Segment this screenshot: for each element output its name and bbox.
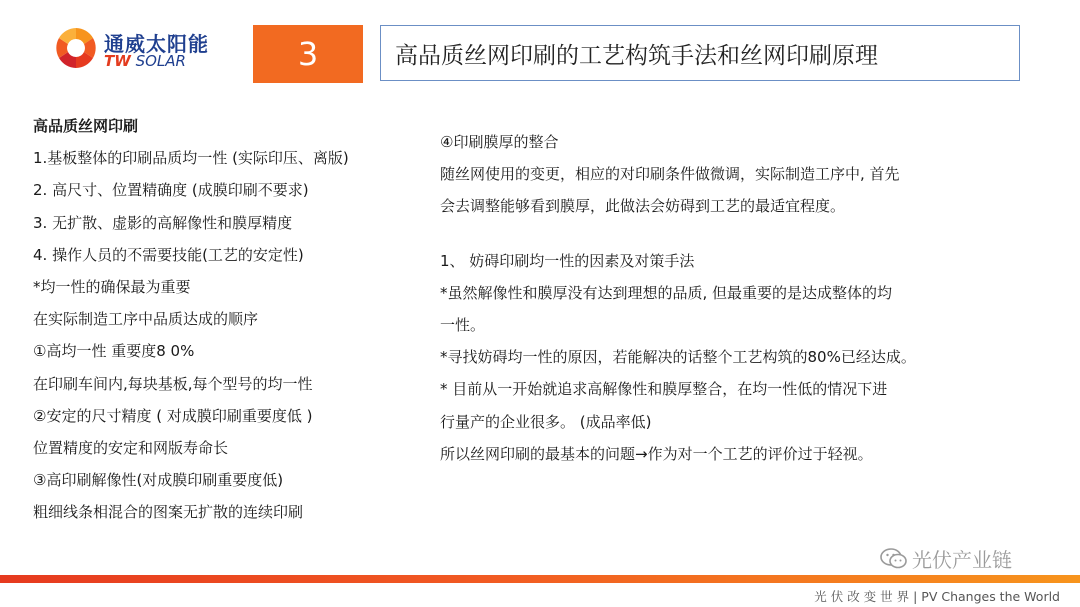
text-line: 行量产的企业很多。 (成品率低) <box>440 412 652 431</box>
text-line: *寻找妨碍均一性的原因，若能解决的话整个工艺构筑的80%已经达成。 <box>440 348 916 367</box>
company-logo <box>52 24 222 74</box>
logo-brand-tw: TW <box>104 52 131 70</box>
text-line: 会去调整能够看到膜厚，此做法会妨碍到工艺的最适宜程度。 <box>440 197 846 216</box>
text-line: ③高印刷解像性(对成膜印刷重要度低) <box>33 471 284 490</box>
wechat-watermark <box>880 544 1012 573</box>
text-line: 4. 操作人员的不需要技能(工艺的安定性) <box>33 245 304 264</box>
sun-logo-icon <box>52 24 100 72</box>
text-line: 2. 高尺寸、位置精确度 (成膜印刷不要求) <box>33 181 309 200</box>
text-line: 粗细线条相混合的图案无扩散的连续印刷 <box>33 503 304 522</box>
right-column <box>440 126 916 470</box>
text-line: 所以丝网印刷的最基本的问题→作为对一个工艺的评价过于轻视。 <box>440 444 873 463</box>
text-line: *均一性的确保最为重要 <box>33 278 191 297</box>
text-line: * 目前从一开始就追求高解像性和膜厚整合，在均一性低的情况下进 <box>440 380 888 399</box>
section-number-badge: 3 <box>253 25 363 83</box>
paragraph-gap <box>440 223 916 245</box>
text-line: 位置精度的安定和网版寿命长 <box>33 439 229 458</box>
text-line: 在印刷车间内,每块基板,每个型号的均一性 <box>33 374 313 393</box>
text-line: *虽然解像性和膜厚没有达到理想的品质, 但最重要的是达成整体的均 <box>440 283 893 302</box>
text-line: ①高均一性 重要度8 0% <box>33 342 195 361</box>
text-line: ②安定的尺寸精度 ( 对成膜印刷重要度低 ) <box>33 406 313 425</box>
text-line: 随丝网使用的变更，相应的对印刷条件做微调，实际制造工序中, 首先 <box>440 165 900 184</box>
watermark-text: 光伏产业链 <box>912 548 1012 572</box>
text-line: 一性。 <box>440 316 486 335</box>
logo-english-name <box>104 52 186 70</box>
footer-gradient-bar <box>0 575 1080 583</box>
left-column <box>33 110 349 529</box>
logo-chinese-name: 通威太阳能 <box>104 32 209 56</box>
text-line: 1、 妨碍印刷均一性的因素及对策手法 <box>440 251 695 270</box>
text-line: 3. 无扩散、虚影的高解像性和膜厚精度 <box>33 213 293 232</box>
wechat-icon <box>880 548 908 570</box>
text-line: 1.基板整体的印刷品质均一性 (实际印压、离版) <box>33 149 349 168</box>
logo-brand-solar: SOLAR <box>135 52 186 70</box>
left-heading: 高品质丝网印刷 <box>33 117 139 135</box>
text-line: ④印刷膜厚的整合 <box>440 133 559 151</box>
slide-title: 高品质丝网印刷的工艺构筑手法和丝网印刷原理 <box>380 25 1020 81</box>
text-line: 在实际制造工序中品质达成的顺序 <box>33 310 259 329</box>
footer-slogan: 光 伏 改 变 世 界 | PV Changes the World <box>814 589 1060 604</box>
